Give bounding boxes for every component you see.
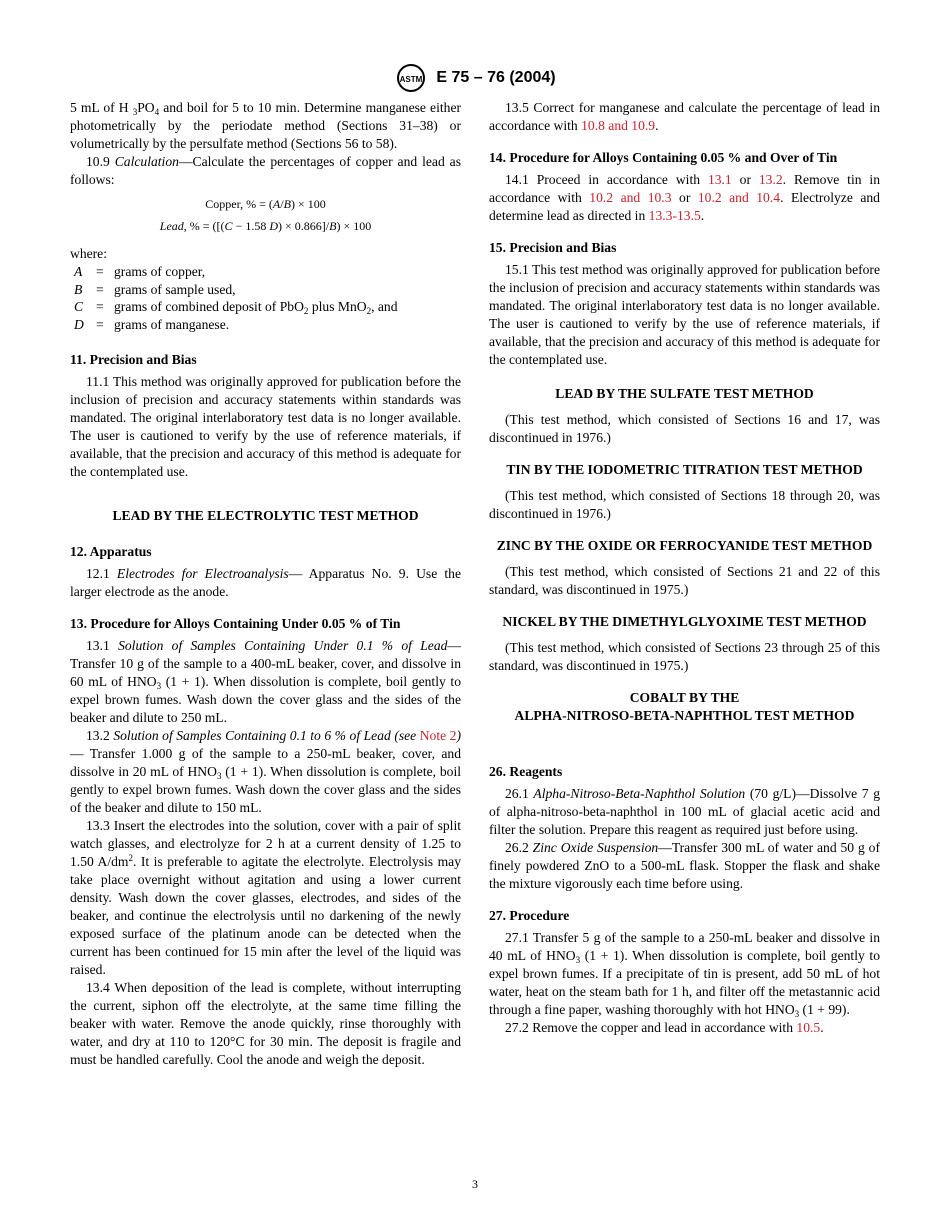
section-title-cobalt-line1: COBALT BY THE bbox=[629, 690, 740, 705]
paragraph-13-2: 13.2 Solution of Samples Containing 0.1 to 6 % of Lead (see Note 2)— Transfer 1.000 g of the sample to a 250-mL beaker, cover, and dissolve in 20 mL of $HNO_3$ (1 + 1). When dissolution is complete, boil gently to expel brown fumes. Wash down the cover glass and the sides of the beaker and dilute to 150 mL. bbox=[70, 728, 462, 815]
section-title-tin-iodometric: TIN BY THE IODOMETRIC TITRATION TEST METHOD bbox=[506, 462, 863, 477]
paragraph-27-2: 27.2 Remove the copper and lead in accordance with 10.5. bbox=[505, 1020, 824, 1035]
link-13-3-13-5[interactable]: 13.3-13.5 bbox=[648, 208, 701, 223]
page-header bbox=[0, 63, 950, 93]
heading-11: 11. Precision and Bias bbox=[70, 352, 197, 367]
link-13-2[interactable]: 13.2 bbox=[758, 172, 783, 187]
link-10-8-10-9[interactable]: 10.8 and 10.9 bbox=[581, 118, 656, 133]
variable-meaning: grams of manganese. bbox=[114, 316, 230, 332]
variable-symbol: C bbox=[74, 299, 84, 314]
paragraph-tin-discontinued: (This test method, which consisted of Sections 18 through 20, was discontinued in 1976.) bbox=[489, 488, 880, 521]
paragraph-13-5: 13.5 Correct for manganese and calculate the percentage of lead in accordance with 10.8 and 10.9. bbox=[489, 100, 880, 133]
paragraph-12-1: 12.1 Electrodes for Electroanalysis— Apparatus No. 9. Use the larger electrode as the anode. bbox=[70, 566, 461, 599]
paragraph-nickel-discontinued: (This test method, which consisted of Sections 23 through 25 of this standard, was discontinued in 1975.) bbox=[489, 640, 880, 673]
link-10-5[interactable]: 10.5 bbox=[796, 1020, 821, 1035]
heading-26: 26. Reagents bbox=[489, 764, 563, 779]
paragraph-13-4: 13.4 When deposition of the lead is complete, without interrupting the current, siphon off the electrolyte, at the same time filling the beaker with water. Remove the anode quickly, rinse thoroughly with water, and dry at 110 to 120°C for 30 min. The deposit is fragile and must be handled carefully. Cool the anode and weigh the deposit. bbox=[70, 980, 461, 1067]
variable-meaning: grams of sample used, bbox=[114, 281, 236, 297]
variable-definition bbox=[70, 281, 461, 299]
paragraph-26-1: 26.1 Alpha-Nitroso-Beta-Naphthol Solution (70 g/L)—Dissolve 7 g of alpha-nitroso-beta-naphthol in 100 mL of glacial acetic acid and filter the solution. Prepare this reagent as required just before using. bbox=[489, 786, 880, 837]
paragraph-10-9: 10.9 Calculation—Calculate the percentages of copper and lead as follows: bbox=[70, 154, 461, 187]
paragraph-10-8-tail: 5 mL of H $_3PO_4$ and boil for 5 to 10 min. Determine manganese either photometrically by the periodate method (Sections 31–38) or volumetrically by the persulfate method (Sections 56 to 58). bbox=[70, 100, 461, 151]
section-title-zinc: ZINC BY THE OXIDE OR FERROCYANIDE TEST METHOD bbox=[496, 538, 873, 553]
section-title-lead-sulfate: LEAD BY THE SULFATE TEST METHOD bbox=[555, 386, 814, 401]
paragraph-13-3: 13.3 Insert the electrodes into the solution, cover with a pair of split watch glasses, and electrolyze for 2 h at a current density of 1.25 to 1.50 $A/dm^2$. It is preferable to agitate the electrolyte. Electrolysis may take place overnight without agitation and using a lower current density. Wash down the cover glasses, electrodes, and sides of the beaker, and continue the electrolysis until no darkening of the newly exposed surface of the platinum anode can be detected when the current has been continued for 15 min after the level of the liquid was raised. bbox=[70, 818, 461, 977]
variable-symbol: D bbox=[74, 316, 84, 332]
heading-15: 15. Precision and Bias bbox=[489, 240, 617, 255]
variable-meaning: grams of copper, bbox=[114, 264, 206, 279]
paragraph-sulfate-discontinued: (This test method, which consisted of Sections 16 and 17, was discontinued in 1976.) bbox=[489, 412, 880, 445]
link-13-1[interactable]: 13.1 bbox=[707, 172, 732, 187]
equals-sign: = bbox=[96, 264, 104, 279]
where-label: where: bbox=[70, 246, 107, 261]
svg-text:ASTM: ASTM bbox=[400, 75, 423, 84]
paragraph-14-1: 14.1 Proceed in accordance with 13.1 or 13.2. Remove tin in accordance with 10.2 and 10.3 or 10.2 and 10.4. Electrolyze and determine lead as directed in 13.3-13.5. bbox=[489, 172, 880, 223]
equals-sign: = bbox=[96, 299, 104, 314]
link-10-2-10-4[interactable]: 10.2 and 10.4 bbox=[697, 190, 781, 205]
paragraph-13-1: 13.1 Solution of Samples Containing Under 0.1 % of Lead—Transfer 10 g of the sample to a 400-mL beaker, cover, and dissolve in 60 mL of $HNO_3$ (1 + 1). When dissolution is complete, boil gently to expel brown fumes. Wash down the cover glass and the sides of the beaker and dilute to 250 mL. bbox=[70, 638, 462, 725]
paragraph-11-1: 11.1 This method was originally approved for publication before the inclusion of precision and accuracy statements within standards was mandated. The original interlaboratory test data is no longer available. The user is cautioned to verify by the use of reference materials, if available, that the precision and accuracy of this method is adequate for the contemplated use. bbox=[70, 374, 461, 479]
paragraph-zinc-discontinued: (This test method, which consisted of Sections 21 and 22 of this standard, was discontinued in 1975.) bbox=[489, 564, 880, 597]
section-title-lead-electrolytic: LEAD BY THE ELECTROLYTIC TEST METHOD bbox=[112, 508, 419, 523]
variable-definition bbox=[70, 316, 461, 334]
equation-lead: Lead, % = ([(C − 1.58 D) × 0.866]/B) × 100 bbox=[159, 219, 372, 233]
heading-27: 27. Procedure bbox=[489, 908, 570, 923]
variable-symbol: A bbox=[74, 264, 83, 279]
variable-list bbox=[70, 263, 461, 333]
heading-12: 12. Apparatus bbox=[70, 544, 152, 559]
equals-sign: = bbox=[96, 281, 104, 297]
note-2-link[interactable]: Note 2 bbox=[419, 728, 457, 743]
link-10-2-10-3[interactable]: 10.2 and 10.3 bbox=[589, 190, 672, 205]
paragraph-15-1: 15.1 This test method was originally approved for publication before the inclusion of precision and accuracy statements within standards was mandated. The original interlaboratory test data is no longer available. The user is cautioned to verify by the use of reference materials, if available, that the precision and accuracy of this method is adequate for the contemplated use. bbox=[489, 262, 880, 367]
variable-meaning: grams of combined deposit of PbO$_2$ plus MnO$_2$, and bbox=[114, 299, 398, 316]
paragraph-27-1: 27.1 Transfer 5 g of the sample to a 250-mL beaker and dissolve in 40 mL of $HNO_3$ (1 + 1). When dissolution is complete, boil gently to expel brown fumes. If a precipitate of tin is present, add 50 mL of hot water, heat on the steam bath for 1 h, and filter off the metastannic acid through a fine paper, washing thoroughly with hot $HNO_3$ (1 + 99). bbox=[489, 930, 880, 1019]
equals-sign: = bbox=[96, 316, 104, 332]
equation-copper: Copper, % = (A/B) × 100 bbox=[205, 197, 326, 211]
left-column bbox=[70, 99, 461, 1069]
right-column bbox=[489, 99, 880, 1037]
variable-definition bbox=[70, 298, 461, 316]
variable-symbol: B bbox=[74, 281, 83, 297]
page-number: 3 bbox=[472, 1177, 478, 1191]
astm-logo-icon bbox=[394, 63, 428, 93]
variable-definition bbox=[70, 263, 461, 281]
paragraph-26-2: 26.2 Zinc Oxide Suspension—Transfer 300 mL of water and 50 g of finely powdered ZnO to a 500-mL flask. Stopper the flask and shake the mixture vigorously each time before using. bbox=[489, 840, 880, 891]
section-title-cobalt-line2: ALPHA-NITROSO-BETA-NAPHTHOL TEST METHOD bbox=[514, 708, 855, 723]
section-title-nickel: NICKEL BY THE DIMETHYLGLYOXIME TEST METHOD bbox=[502, 614, 867, 629]
heading-13: 13. Procedure for Alloys Containing Under 0.05 % of Tin bbox=[70, 616, 401, 631]
designation: E 75 – 76 (2004) bbox=[436, 69, 556, 86]
heading-14: 14. Procedure for Alloys Containing 0.05 % and Over of Tin bbox=[489, 150, 838, 165]
